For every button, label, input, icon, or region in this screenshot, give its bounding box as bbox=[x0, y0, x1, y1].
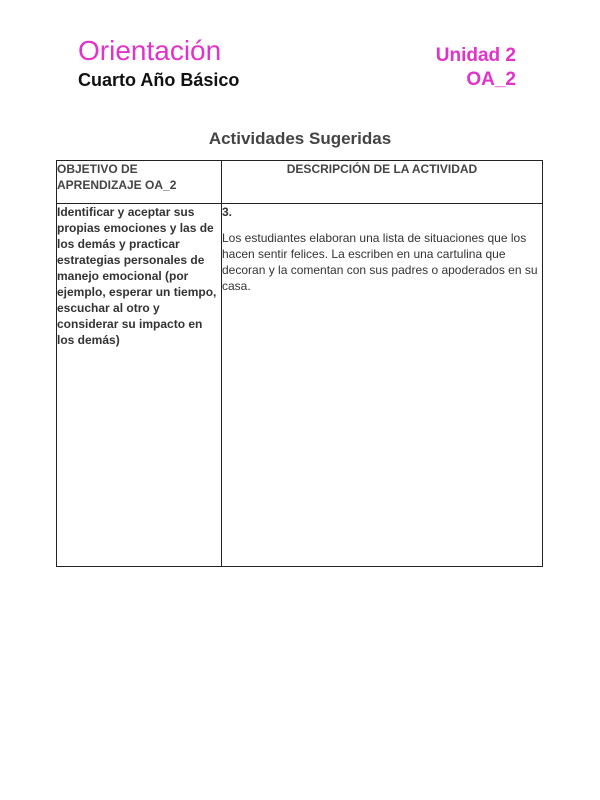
table-row bbox=[57, 204, 543, 567]
subject-title: Orientación bbox=[78, 35, 222, 66]
objective-code-label: OA_2 bbox=[466, 69, 516, 90]
section-title: Actividades Sugeridas bbox=[208, 129, 392, 148]
activity-number: 3. bbox=[222, 205, 233, 219]
activity-description: Los estudiantes elaboran una lista de situaciones que los hacen sentir felices. La escriben en una cartulina que decoran y la comentan con sus padres o apoderados en su casa. bbox=[222, 231, 538, 293]
objective-text: Identificar y aceptar sus propias emociones y las de los demás y practicar estrategias personales de manejo emocional (por ejemplo, esperar un tiempo, escuchar al otro y considerar su impacto en los demás) bbox=[57, 204, 222, 567]
unit-label: Unidad 2 bbox=[435, 45, 516, 66]
table-header-row bbox=[57, 161, 543, 204]
activity-table bbox=[56, 160, 543, 567]
header-description: DESCRIPCIÓN DE LA ACTIVIDAD bbox=[222, 161, 543, 204]
grade-title: Cuarto Año Básico bbox=[78, 70, 240, 90]
header-objective: OBJETIVO DE APRENDIZAJE OA_2 bbox=[57, 161, 222, 204]
activity-cell bbox=[222, 204, 543, 567]
